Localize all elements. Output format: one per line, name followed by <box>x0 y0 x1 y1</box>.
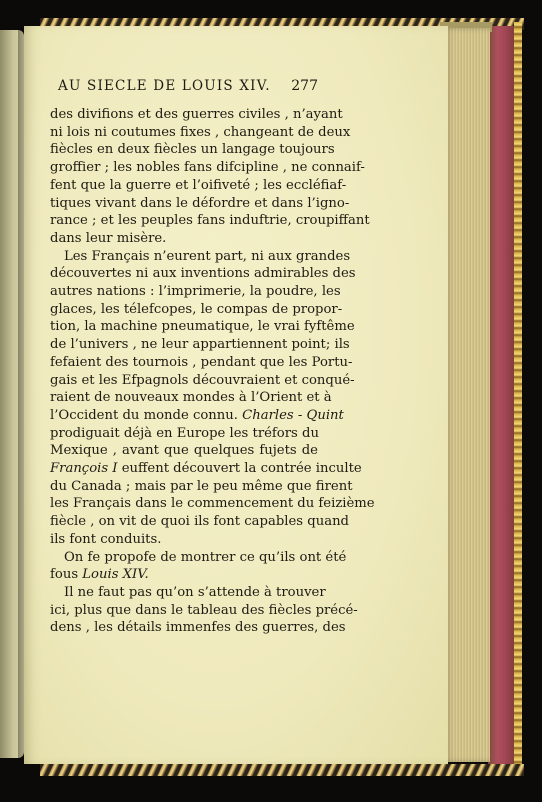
text-segment: Il ne faut pas qu’on s’attende à trouver <box>64 584 326 600</box>
text-segment: euffent découvert la contrée inculte <box>117 461 362 477</box>
text-line <box>50 141 335 159</box>
text-segment: groffier ; les nobles fans difcipline , ne connaif- <box>50 160 365 176</box>
text-segment: dans leur misère. <box>50 230 167 246</box>
running-head-title: AU SIECLE DE LOUIS XIV. <box>58 78 271 94</box>
text-line <box>50 584 326 602</box>
text-line <box>50 425 318 443</box>
text-segment: fefaient des tournois , pendant que les Portu- <box>50 354 353 370</box>
text-line <box>50 336 350 354</box>
text-segment: dens , les détails immenfes des guerres, des <box>50 620 346 636</box>
text-line <box>50 531 318 549</box>
text-segment: ici, plus que dans le tableau des fiècles précé- <box>50 602 358 618</box>
text-segment: de l’univers , ne leur appartiennent point; ils <box>50 337 350 353</box>
text-segment: tion, la machine pneumatique, le vrai fyftême <box>50 319 355 335</box>
gilt-border-bottom <box>40 764 524 776</box>
text-line <box>50 265 356 283</box>
text-line <box>50 460 362 478</box>
text-segment: gais et les Efpagnols découvraient et conqué- <box>50 372 355 388</box>
text-line <box>50 230 318 248</box>
page-text-block <box>50 78 375 637</box>
text-line <box>50 602 358 620</box>
italic-text: François I <box>50 461 118 477</box>
italic-text: Charles - Quint <box>242 407 344 423</box>
text-line <box>50 177 347 195</box>
text-segment: fiècle , on vit de quoi ils font capables quand <box>50 514 349 530</box>
text-line <box>50 566 318 584</box>
text-line <box>50 513 349 531</box>
text-line <box>50 106 343 124</box>
text-line <box>50 124 351 142</box>
text-segment: du Canada ; mais par le peu même que firent <box>50 478 353 494</box>
text-line <box>50 619 346 637</box>
text-line <box>50 495 375 513</box>
gilt-spine-decoration <box>514 22 522 774</box>
text-line <box>50 407 344 425</box>
text-segment: l’Occident du monde connu. <box>50 407 243 423</box>
text-segment: des divifions et des guerres civiles , n’ayant <box>50 107 343 122</box>
text-segment: ils font conduits. <box>50 531 162 547</box>
text-line <box>50 212 370 230</box>
text-segment: autres nations : l’imprimerie, la poudre, les <box>50 284 341 300</box>
text-segment: fiècles en deux fiècles un langage toujours <box>50 142 335 158</box>
text-line <box>50 283 341 301</box>
text-segment: raient de nouveaux mondes à l’Orient et à <box>50 390 332 406</box>
text-segment: prodiguait déjà en Europe les tréfors du <box>50 425 319 441</box>
text-line <box>50 372 355 390</box>
text-segment: fent que la guerre et l’oifiveté ; les eccléfiaf- <box>50 177 347 193</box>
text-line <box>50 195 350 213</box>
text-line <box>50 478 353 496</box>
text-line <box>50 159 365 177</box>
page-fore-edge <box>444 28 490 762</box>
text-line <box>50 248 351 266</box>
running-head <box>50 78 318 94</box>
text-segment: ni lois ni coutumes fixes , changeant de deux <box>50 124 351 140</box>
text-line <box>50 389 332 407</box>
text-segment: découvertes ni aux inventions admirables des <box>50 266 356 282</box>
text-segment: Les Français n’eurent part, ni aux grandes <box>64 248 351 264</box>
text-segment: rance ; et les peuples fans induftrie, croupiffant <box>50 213 370 229</box>
text-line <box>50 442 318 460</box>
text-segment: les Français dans le commencement du feizième <box>50 496 375 512</box>
page-number: 277 <box>291 78 318 94</box>
text-segment: On fe propofe de montrer ce qu’ils ont été <box>64 549 347 565</box>
body-text <box>50 106 375 637</box>
text-segment: fous <box>50 567 83 583</box>
text-line <box>50 354 353 372</box>
text-line <box>50 549 347 567</box>
text-line <box>50 318 355 336</box>
italic-text: Louis XIV. <box>82 567 149 583</box>
text-segment: tiques vivant dans le défordre et dans l’igno- <box>50 195 350 211</box>
text-segment: Mexique , avant que quelques fujets de <box>50 443 318 459</box>
text-line <box>50 301 343 319</box>
text-segment: glaces, les télefcopes, le compas de propor- <box>50 301 343 317</box>
